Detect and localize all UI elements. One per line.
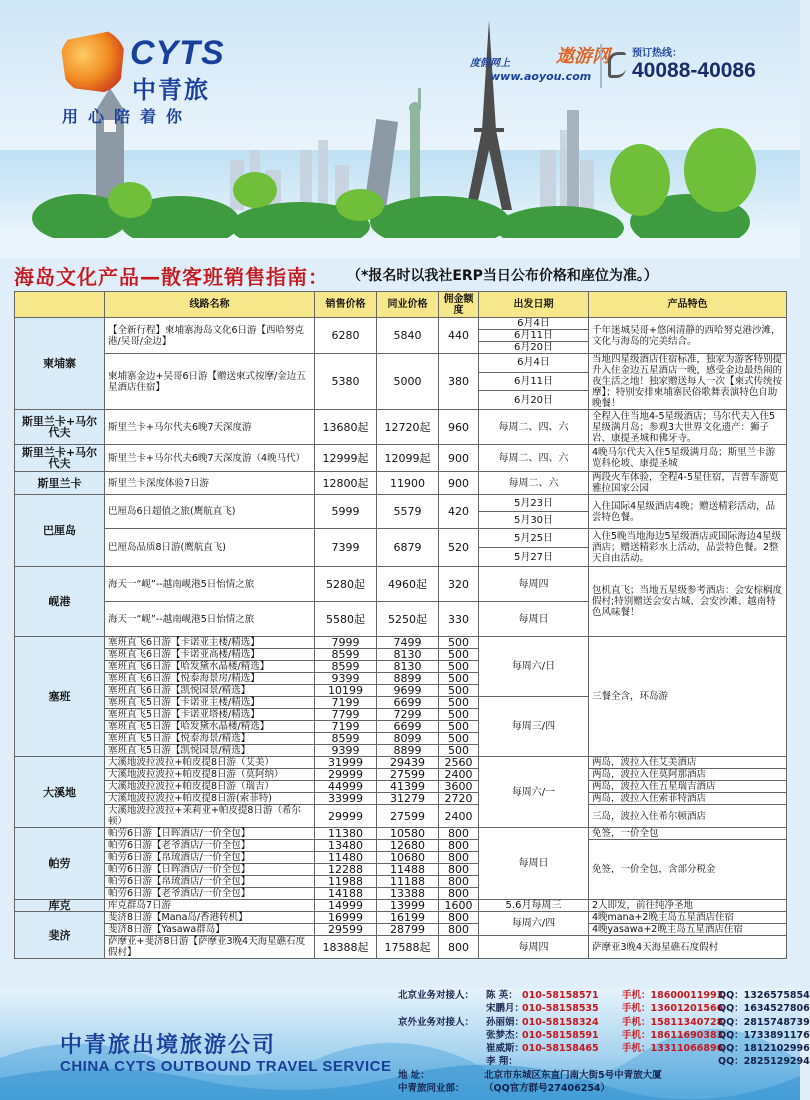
commission-cell: 520	[439, 529, 479, 567]
departure-date-cell: 5月25日	[479, 529, 589, 548]
peer-price-cell: 27599	[377, 769, 439, 781]
product-feature-cell: 萨摩亚3晚4天海星礁石度假村	[589, 936, 787, 959]
product-feature-cell: 入住国际4星级酒店4晚；赠送精彩活动，品尝特色餐。	[589, 495, 787, 529]
commission-cell: 960	[439, 410, 479, 445]
route-name-cell: 塞班直飞6日游【卡诺亚主楼/精选】	[105, 637, 315, 649]
table-header-row	[15, 292, 787, 318]
logo-text-cn: 中青旅	[132, 76, 210, 104]
commission-cell: 2560	[439, 757, 479, 769]
table-row	[15, 757, 787, 769]
commission-cell: 500	[439, 673, 479, 685]
table-row	[15, 495, 787, 512]
route-name-cell: 大溪地波拉波拉+帕皮提8日游（莫阿纳）	[105, 769, 315, 781]
peer-price-cell: 9699	[377, 685, 439, 697]
route-name-cell: 塞班直飞6日游【哈发黛水晶楼/精选】	[105, 661, 315, 673]
departure-date-cell: 每周六/日	[479, 637, 589, 697]
product-feature-cell: 4晚yasawa+2晚主岛五星酒店住宿	[589, 924, 787, 936]
route-name-cell: 大溪地波拉波拉+帕皮提8日游（瑞吉）	[105, 781, 315, 793]
route-name-cell: 斯里兰卡+马尔代夫6晚7天深度游	[105, 410, 315, 445]
commission-cell: 900	[439, 472, 479, 495]
route-name-cell: 塞班直飞6日游【悦泰海景房/精选】	[105, 673, 315, 685]
table-row	[15, 567, 787, 602]
header-commission: 佣金额度	[439, 292, 479, 318]
product-feature-cell: 两岛，波拉入住莫阿那酒店	[589, 769, 787, 781]
route-name-cell: 海天一“岘”--越南岘港5日怡情之旅	[105, 567, 315, 602]
peer-price-cell: 4960起	[377, 567, 439, 602]
peer-dept-label: 中青旅同业部：	[398, 1083, 465, 1095]
commission-cell: 800	[439, 864, 479, 876]
route-name-cell: 帕劳6日游【老爷酒店/一价全包】	[105, 840, 315, 852]
sale-price-cell: 13680起	[315, 410, 377, 445]
route-name-cell: 萨摩亚+斐济8日游【萨摩亚3晚4天海星礁石度假村】	[105, 936, 315, 959]
sale-price-cell: 5380	[315, 354, 377, 410]
header-route: 线路名称	[105, 292, 315, 318]
departure-date-cell: 5.6月每周三	[479, 900, 589, 912]
peer-price-cell: 5250起	[377, 602, 439, 637]
route-name-cell: 塞班直飞5日游【卡诺亚塔楼/精选】	[105, 709, 315, 721]
table-row	[15, 828, 787, 840]
departure-date-cell: 6月20日	[479, 391, 589, 410]
commission-cell: 330	[439, 602, 479, 637]
table-row	[15, 840, 787, 852]
departure-date-cell: 6月11日	[479, 330, 589, 342]
sale-price-cell: 13480	[315, 840, 377, 852]
destination-cell: 巴厘岛	[15, 495, 105, 567]
product-feature-cell: 入住5晚当地海边5星级酒店或国际海边4星级酒店；赠送精彩水上活动，品尝特色餐。2整天自由活动。	[589, 529, 787, 567]
sale-price-cell: 14999	[315, 900, 377, 912]
product-feature-cell: 三岛，波拉入住希尔顿酒店	[589, 805, 787, 828]
commission-cell: 800	[439, 912, 479, 924]
table-row	[15, 529, 787, 548]
sale-price-cell: 12800起	[315, 472, 377, 495]
sale-price-cell: 18388起	[315, 936, 377, 959]
slogan: 用心陪着你	[62, 107, 193, 126]
departure-date-cell: 每周二、四、六	[479, 410, 589, 445]
sale-price-cell: 16999	[315, 912, 377, 924]
product-feature-cell: 4晚马尔代夫入住5星级满月岛；斯里兰卡游览科伦坡、康提圣城	[589, 445, 787, 472]
departure-date-cell: 6月20日	[479, 342, 589, 354]
commission-cell: 320	[439, 567, 479, 602]
departure-date-cell: 每周六/四	[479, 912, 589, 936]
departure-date-cell: 每周四	[479, 936, 589, 959]
departure-date-cell: 5月27日	[479, 548, 589, 567]
peer-price-cell: 8130	[377, 661, 439, 673]
route-name-cell: 柬埔寨金边+吴哥6日游【赠送柬式按摩/金边五星酒店住宿】	[105, 354, 315, 410]
peer-price-cell: 5000	[377, 354, 439, 410]
contact-qq[interactable]: QQ：1326575854	[718, 990, 810, 1001]
commission-cell: 3600	[439, 781, 479, 793]
peer-price-cell: 10580	[377, 828, 439, 840]
commission-cell: 500	[439, 745, 479, 757]
contact-name: 崔威斯：	[486, 1043, 525, 1055]
contact-telephone[interactable]: 010-58158465	[522, 1043, 599, 1055]
product-feature-cell: 免签，一价全包	[589, 828, 787, 840]
commission-cell: 500	[439, 721, 479, 733]
peer-price-cell: 8899	[377, 745, 439, 757]
departure-date-cell: 每周六/一	[479, 757, 589, 828]
peer-price-cell: 29439	[377, 757, 439, 769]
sale-price-cell: 29999	[315, 805, 377, 828]
sale-price-cell: 8599	[315, 649, 377, 661]
commission-cell: 800	[439, 852, 479, 864]
table-row	[15, 781, 787, 793]
contact-label: 京外业务对接人：	[398, 1016, 475, 1028]
peer-price-cell: 31279	[377, 793, 439, 805]
peer-price-cell: 5579	[377, 495, 439, 529]
route-name-cell: 塞班直飞5日游【卡诺亚主楼/精选】	[105, 697, 315, 709]
departure-date-cell: 5月23日	[479, 495, 589, 512]
commission-cell: 500	[439, 661, 479, 673]
contact-name: 陈 英：	[486, 990, 518, 1001]
contact-mobile[interactable]: 手机：15811340728	[622, 1016, 724, 1028]
peer-price-cell: 12680	[377, 840, 439, 852]
table-row	[15, 912, 787, 924]
peer-price-cell: 17588起	[377, 936, 439, 959]
peer-price-cell: 13388	[377, 888, 439, 900]
peer-dept-qq-group[interactable]: （QQ官方群号27406254）	[484, 1083, 611, 1095]
route-name-cell: 大溪地波拉波拉+茉莉亚+帕皮提8日游（希尔顿）	[105, 805, 315, 828]
destination-cell: 斯里兰卡+马尔代夫	[15, 445, 105, 472]
booking-hotline	[600, 44, 790, 88]
contact-list	[398, 989, 810, 1095]
contact-label: 北京业务对接人：	[398, 990, 475, 1001]
table-row	[15, 900, 787, 912]
sale-price-cell: 8599	[315, 661, 377, 673]
peer-price-cell: 8899	[377, 673, 439, 685]
route-name-cell: 帕劳6日游【帛琉酒店/一价全包】	[105, 876, 315, 888]
table-row	[15, 805, 787, 828]
contact-qq[interactable]: QQ：2825129294	[718, 1056, 810, 1068]
route-name-cell: 【全新行程】柬埔寨海岛文化6日游【西哈努克港/吴哥/金边】	[105, 318, 315, 354]
sale-price-cell: 5580起	[315, 602, 377, 637]
table-row	[15, 410, 787, 445]
commission-cell: 800	[439, 888, 479, 900]
address-row	[398, 1069, 798, 1082]
table-row	[15, 924, 787, 936]
peer-price-cell: 7299	[377, 709, 439, 721]
table-row	[15, 936, 787, 948]
peer-price-cell: 27599	[377, 805, 439, 828]
sale-price-cell: 44999	[315, 781, 377, 793]
table-row	[15, 472, 787, 495]
route-name-cell: 塞班直飞6日游【卡诺亚高楼/精选】	[105, 649, 315, 661]
product-feature-cell: 2人即发，前往纯净圣地	[589, 900, 787, 912]
departure-date-cell: 每周日	[479, 828, 589, 900]
destination-cell: 库克	[15, 900, 105, 912]
route-name-cell: 帕劳6日游【帛琉酒店/一价全包】	[105, 852, 315, 864]
product-feature-cell: 免签，一价全包，含部分税金	[589, 840, 787, 900]
departure-date-cell: 每周三/四	[479, 697, 589, 757]
commission-cell: 500	[439, 685, 479, 697]
aoyou-tagline: 度假网上	[470, 58, 510, 69]
destination-cell: 大溪地	[15, 757, 105, 828]
route-name-cell: 大溪地波拉波拉+帕皮提8日游（艾美）	[105, 757, 315, 769]
route-name-cell: 帕劳6日游【日晖酒店/一价全包】	[105, 864, 315, 876]
sale-price-cell: 10199	[315, 685, 377, 697]
table-row	[15, 318, 787, 330]
route-name-cell: 塞班直飞5日游【凯悦园景/精选】	[105, 745, 315, 757]
commission-cell: 800	[439, 828, 479, 840]
guide-title-bar	[14, 258, 786, 292]
page-title: 海岛文化产品—散客班销售指南：	[14, 264, 329, 289]
commission-cell: 500	[439, 697, 479, 709]
price-note: （*报名时以我社ERP当日公布价格和座位为准。）	[347, 268, 658, 284]
peer-dept-row	[398, 1082, 798, 1095]
peer-price-cell: 7499	[377, 637, 439, 649]
route-name-cell: 巴厘岛品质8日游(鹰航直飞)	[105, 529, 315, 567]
departure-date-cell: 6月4日	[479, 318, 589, 330]
contact-telephone[interactable]: 010-58158591	[522, 1029, 599, 1041]
contact-qq[interactable]: QQ：1634527806	[718, 1003, 810, 1015]
commission-cell: 500	[439, 733, 479, 745]
product-feature-cell: 4晚mana+2晚主岛五星酒店住宿	[589, 912, 787, 924]
sale-price-cell: 5280起	[315, 567, 377, 602]
commission-cell: 900	[439, 445, 479, 472]
contact-qq[interactable]: QQ：1812102996	[718, 1043, 810, 1055]
table-row	[15, 354, 787, 373]
sale-price-cell: 11988	[315, 876, 377, 888]
departure-date-cell: 6月11日	[479, 372, 589, 391]
peer-price-cell: 41399	[377, 781, 439, 793]
peer-price-cell: 12720起	[377, 410, 439, 445]
commission-cell: 500	[439, 649, 479, 661]
contact-name: 宋鹏月：	[486, 1003, 525, 1015]
contact-row	[398, 1002, 810, 1015]
address-label: 地 址：	[398, 1069, 430, 1081]
hotline-label: 预订热线：	[632, 48, 682, 59]
route-name-cell: 海天一“岘”--越南岘港5日怡情之旅	[105, 602, 315, 637]
sale-price-cell: 9399	[315, 745, 377, 757]
commission-cell: 800	[439, 876, 479, 888]
product-feature-cell: 全程入住当地4-5星级酒店；马尔代夫入住5星级满月岛；参观3大世界文化遗产：狮子岩、康提圣城和佛牙寺。	[589, 410, 787, 445]
sale-price-cell: 8599	[315, 733, 377, 745]
sale-price-cell: 12288	[315, 864, 377, 876]
contact-name: 孙丽娟：	[486, 1016, 525, 1028]
contact-row	[398, 1016, 810, 1029]
contact-row	[398, 1029, 810, 1042]
contact-mobile[interactable]: 手机：13311066896	[622, 1043, 724, 1055]
sale-price-cell: 6280	[315, 318, 377, 354]
sale-price-cell: 33999	[315, 793, 377, 805]
departure-date-cell: 6月4日	[479, 354, 589, 373]
route-name-cell: 塞班直飞5日游【悦泰海景/精选】	[105, 733, 315, 745]
peer-price-cell: 11488	[377, 864, 439, 876]
sales-guide-table	[14, 291, 787, 959]
product-feature-cell: 三餐全含，环岛游	[589, 637, 787, 757]
peer-price-cell: 6699	[377, 697, 439, 709]
departure-date-cell: 5月30日	[479, 512, 589, 529]
product-feature-cell: 当地四星级酒店住宿标准，独家为游客特别提升入住金边五星酒店一晚，感受金边最热闹的夜生活之地！独家赠送每人一次【柬式传统按摩】；特别安排柬埔寨民俗歌舞表演特色自助晚餐！	[589, 354, 787, 410]
aoyou-brand: 遨游网	[556, 46, 610, 67]
destination-cell: 塞班	[15, 637, 105, 757]
sale-price-cell: 9399	[315, 673, 377, 685]
aoyou-logo[interactable]	[470, 42, 610, 86]
peer-price-cell: 6699	[377, 721, 439, 733]
contact-qq[interactable]: QQ：2815748739	[718, 1016, 810, 1028]
header-departure-date: 出发日期	[479, 292, 589, 318]
commission-cell: 800	[439, 936, 479, 959]
table-row	[15, 445, 787, 472]
sale-price-cell: 11480	[315, 852, 377, 864]
header-sale-price: 销售价格	[315, 292, 377, 318]
peer-price-cell: 8099	[377, 733, 439, 745]
departure-date-cell: 每周日	[479, 602, 589, 637]
commission-cell: 800	[439, 924, 479, 936]
table-row	[15, 637, 787, 649]
phone-icon	[608, 52, 626, 78]
departure-date-cell: 每周四	[479, 567, 589, 602]
sale-price-cell: 7199	[315, 697, 377, 709]
sale-price-cell: 7199	[315, 721, 377, 733]
sale-price-cell: 11380	[315, 828, 377, 840]
logo-text-en: CYTS	[130, 34, 225, 72]
departure-date-cell: 每周二、六	[479, 472, 589, 495]
product-feature-cell: 两岛，波拉入住五星瑞吉酒店	[589, 781, 787, 793]
company-name-cn: 中青旅出境旅游公司	[60, 1033, 277, 1058]
departure-date-cell: 每周二、四、六	[479, 445, 589, 472]
destination-cell: 斯里兰卡	[15, 472, 105, 495]
contact-row	[398, 1055, 810, 1068]
commission-cell: 2400	[439, 769, 479, 781]
commission-cell: 1600	[439, 900, 479, 912]
address-value: 北京市东城区东直门南大街5号中青旅大厦	[484, 1069, 662, 1081]
contact-telephone[interactable]: 010-58158535	[522, 1003, 599, 1015]
commission-cell: 500	[439, 637, 479, 649]
product-feature-cell: 两岛，波拉入住索菲特酒店	[589, 793, 787, 805]
destination-cell: 柬埔寨	[15, 318, 105, 410]
peer-price-cell: 5840	[377, 318, 439, 354]
sale-price-cell: 5999	[315, 495, 377, 529]
commission-cell: 380	[439, 354, 479, 410]
route-name-cell: 斯里兰卡+马尔代夫6晚7天深度游（4晚马代）	[105, 445, 315, 472]
contact-mobile[interactable]: 手机：18611690383	[622, 1029, 724, 1041]
contact-name: 李 翔：	[486, 1056, 518, 1068]
commission-cell: 440	[439, 318, 479, 354]
destination-cell: 斐济	[15, 912, 105, 959]
product-feature-cell: 包机直飞；当地五星级参考酒店：会安棕榈度假村;特别赠送会安古城、会安沙滩、越南特色风味餐！	[589, 567, 787, 637]
route-name-cell: 帕劳6日游【日晖酒店/一价全包】	[105, 828, 315, 840]
company-name-en: CHINA CYTS OUTBOUND TRAVEL SERVICE	[60, 1058, 392, 1075]
contact-mobile[interactable]: 手机：18600011993	[622, 990, 724, 1001]
product-feature-cell: 两段火车体验，全程4-5星住宿，吉普车游览雅拉国家公园	[589, 472, 787, 495]
contact-mobile[interactable]: 手机：13601201566	[622, 1003, 724, 1015]
sale-price-cell: 29599	[315, 924, 377, 936]
contact-qq[interactable]: QQ：1733891176	[718, 1029, 810, 1041]
peer-price-cell: 11900	[377, 472, 439, 495]
route-name-cell: 巴厘岛6日超值之旅(鹰航直飞)	[105, 495, 315, 529]
peer-price-cell: 8130	[377, 649, 439, 661]
destination-cell: 斯里兰卡+马尔代夫	[15, 410, 105, 445]
contact-telephone[interactable]: 010-58158571	[522, 990, 599, 1001]
route-name-cell: 塞班直飞6日游【凯悦园景/精选】	[105, 685, 315, 697]
route-name-cell: 塞班直飞5日游【哈发黛水晶楼/精选】	[105, 721, 315, 733]
commission-cell: 500	[439, 709, 479, 721]
route-name-cell: 大溪地波拉波拉+帕皮提8日游(索菲特)	[105, 793, 315, 805]
product-feature-cell: 千年迷城吴哥+悠闲清静的西哈努克港沙滩，文化与海岛的完美结合。	[589, 318, 787, 354]
route-name-cell: 斯里兰卡深度体验7日游	[105, 472, 315, 495]
sale-price-cell: 31999	[315, 757, 377, 769]
contact-row	[398, 989, 810, 1002]
peer-price-cell: 12099起	[377, 445, 439, 472]
sale-price-cell: 7799	[315, 709, 377, 721]
route-name-cell: 库克群岛7日游	[105, 900, 315, 912]
destination-cell: 帕劳	[15, 828, 105, 900]
route-name-cell: 帕劳6日游【老爷酒店/一价全包】	[105, 888, 315, 900]
peer-price-cell: 10680	[377, 852, 439, 864]
table-row	[15, 769, 787, 781]
table-row	[15, 793, 787, 805]
route-name-cell: 斐济8日游【Yasawa群岛】	[105, 924, 315, 936]
logo-swirl-icon	[60, 28, 126, 94]
contact-name: 张梦杰：	[486, 1029, 525, 1041]
destination-cell: 岘港	[15, 567, 105, 637]
commission-cell: 2400	[439, 805, 479, 828]
header-feature: 产品特色	[589, 292, 787, 318]
peer-price-cell: 28799	[377, 924, 439, 936]
commission-cell: 420	[439, 495, 479, 529]
peer-price-cell: 16199	[377, 912, 439, 924]
sale-price-cell: 14188	[315, 888, 377, 900]
sale-price-cell: 12999起	[315, 445, 377, 472]
header-peer-price: 同业价格	[377, 292, 439, 318]
sale-price-cell: 7999	[315, 637, 377, 649]
header-destination	[15, 292, 105, 318]
contact-telephone[interactable]: 010-58158324	[522, 1016, 599, 1028]
sale-price-cell: 7399	[315, 529, 377, 567]
peer-price-cell: 13999	[377, 900, 439, 912]
peer-price-cell: 11188	[377, 876, 439, 888]
peer-price-cell: 6879	[377, 529, 439, 567]
commission-cell: 800	[439, 840, 479, 852]
contact-row	[398, 1042, 810, 1055]
hero-banner	[0, 0, 800, 258]
aoyou-url[interactable]: www.aoyou.com	[490, 70, 592, 83]
product-feature-cell: 两岛，波拉入住艾美酒店	[589, 757, 787, 769]
sale-price-cell: 29999	[315, 769, 377, 781]
route-name-cell: 斐济8日游【Mana岛/香港转机】	[105, 912, 315, 924]
hotline-number[interactable]: 40088-40086	[632, 59, 756, 82]
commission-cell: 2720	[439, 793, 479, 805]
